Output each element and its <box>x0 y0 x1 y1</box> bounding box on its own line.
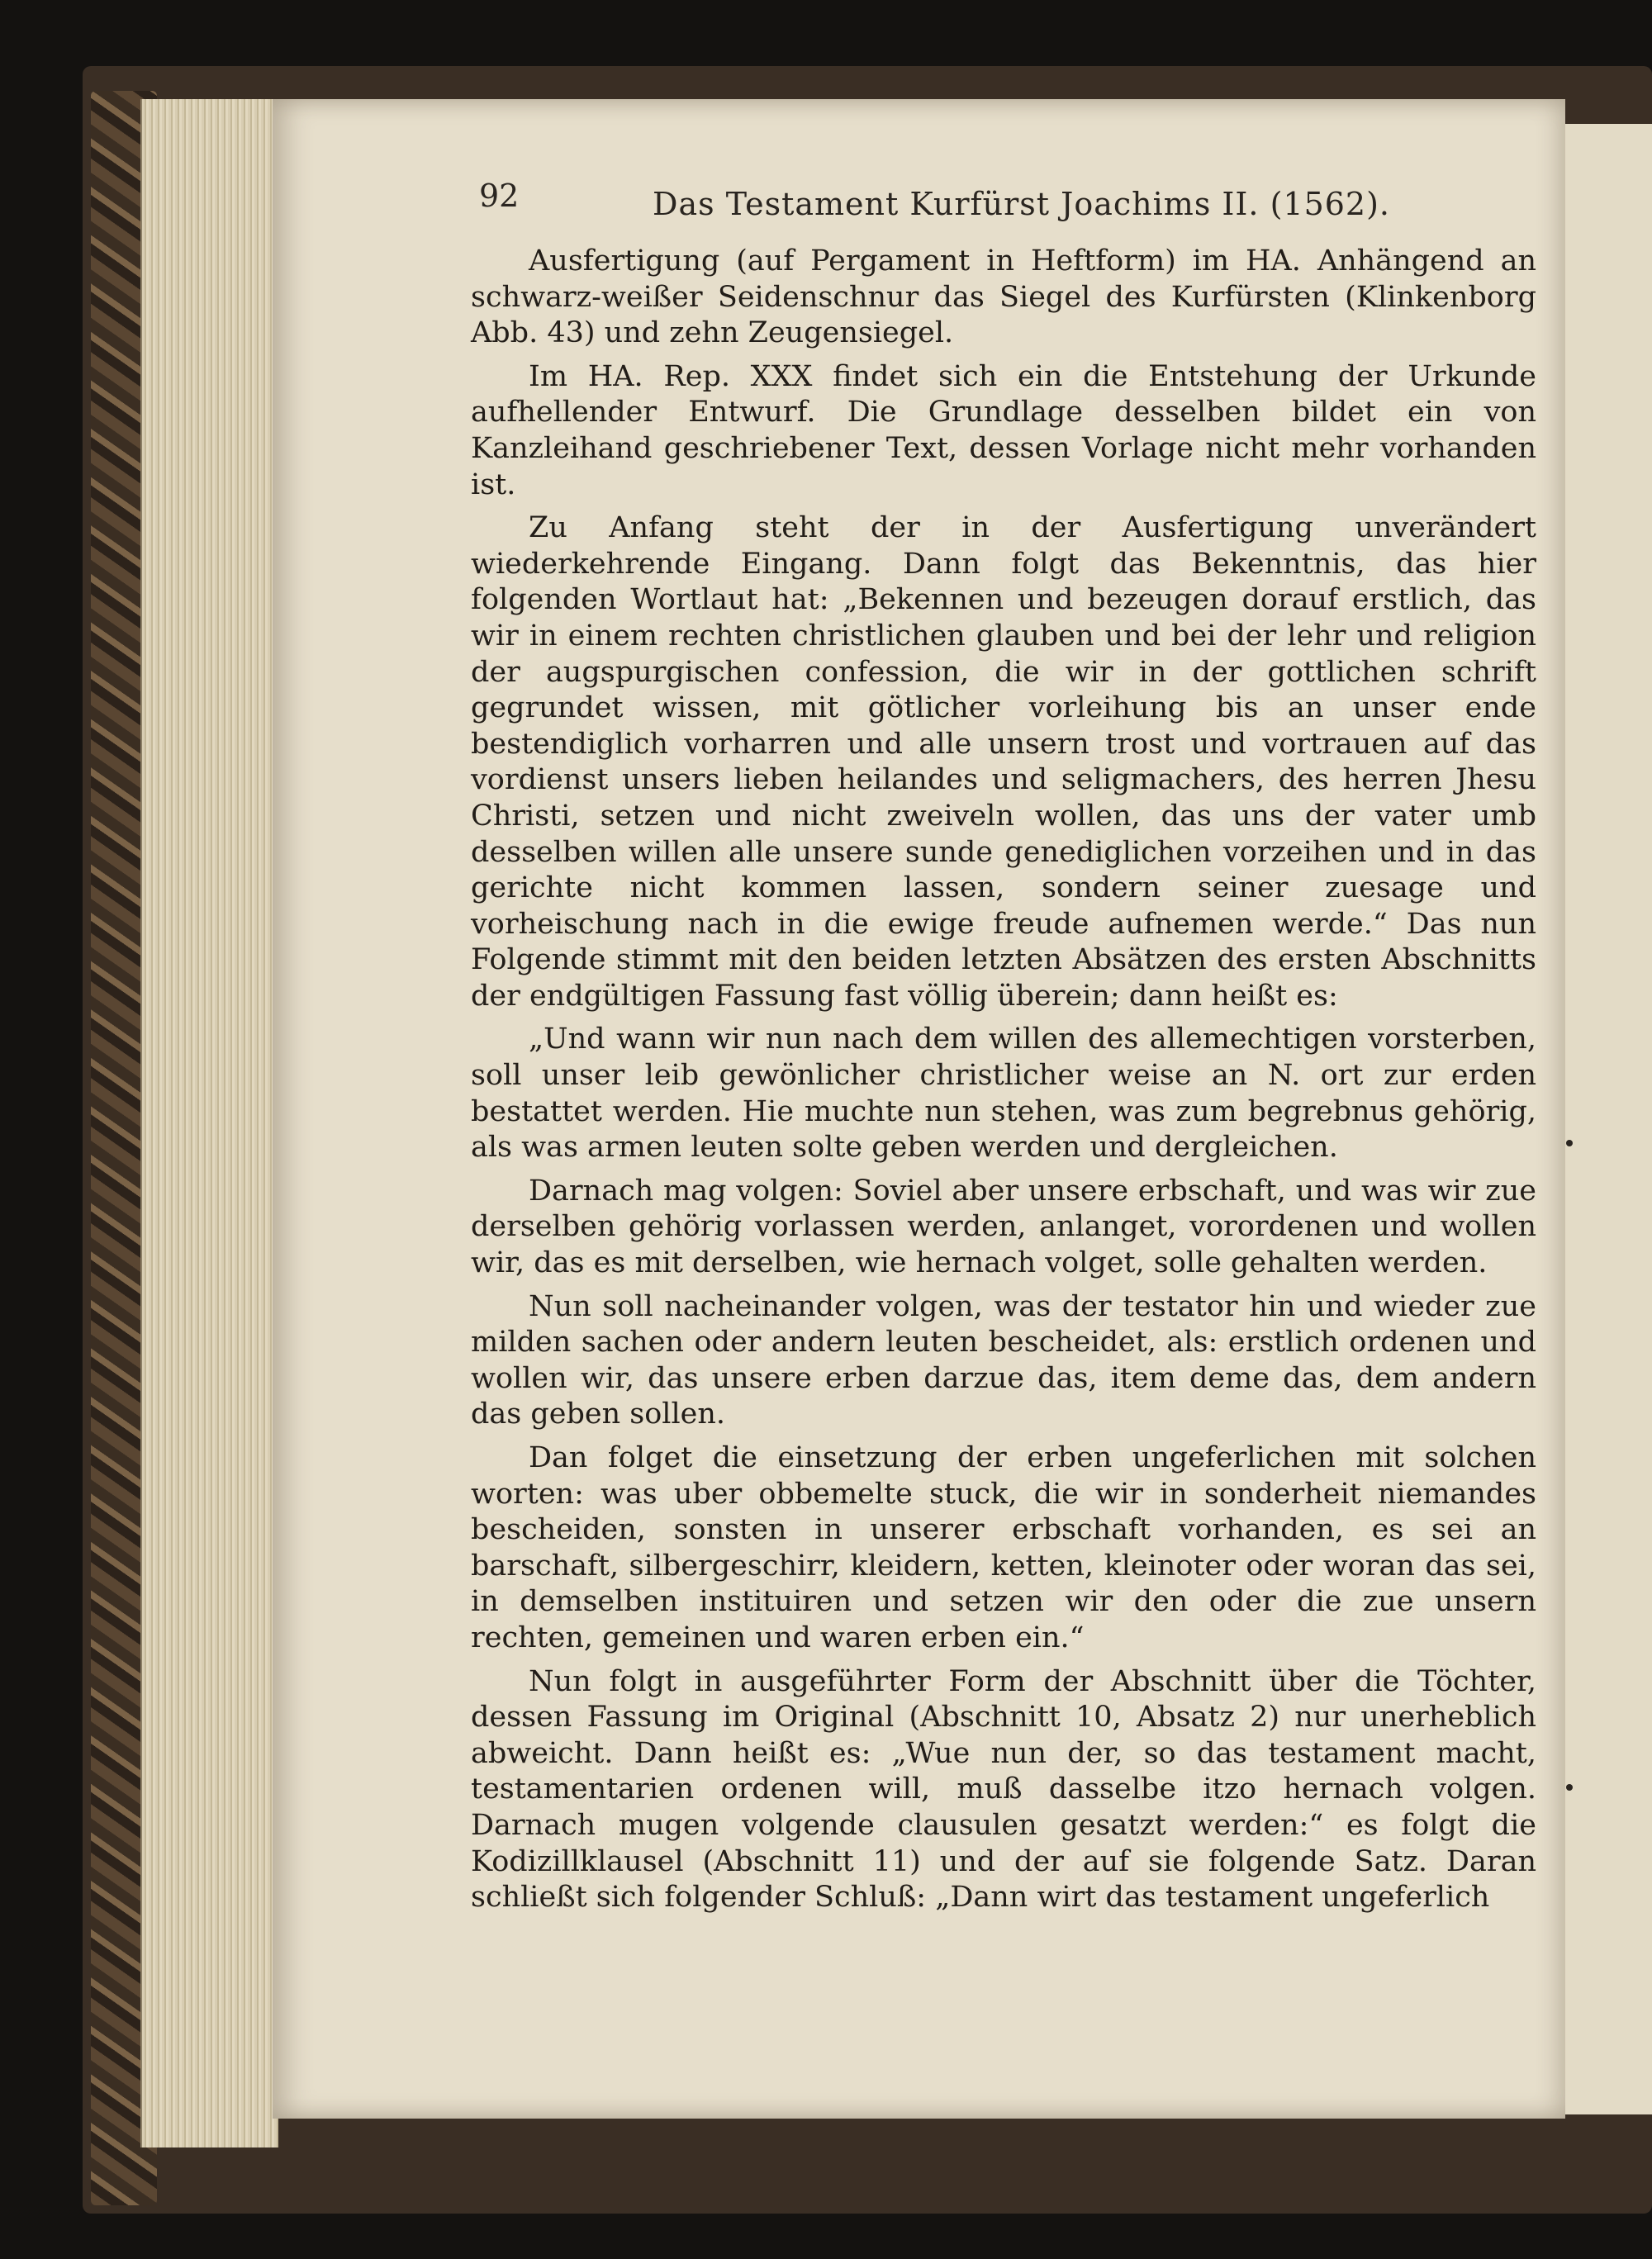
margin-speck <box>1566 1140 1573 1146</box>
paragraph: Zu Anfang steht der in der Ausfertigung unverändert wiederkehrende Eingang. Dann folgt das Bekenntnis, das hier folgenden Wortlaut hat: „Bekennen und bezeugen dorauf erstlich, das wir in einem rechten christlichen glauben und bei der lehr und religion der augspurgischen confession, die wir in der gottlichen schrift gegrundet wissen, mit götlicher vorleihung bis an unser ende bestendiglich vorharren und alle unsern trost und vortrauen auf das vordienst unsers lieben heilandes und seligmachers, des herren Jhesu Christi, setzen und nicht zweiveln wollen, das uns der vater umb desselben willen alle unsere sunde genediglichen vorzeihen und in das gerichte nicht kommen lassen, sondern seiner zuesage und vorheischung nach in die ewige freude aufnemen werde.“ Das nun Folgende stimmt mit den beiden letzten Absätzen des ersten Abschnitts der endgültigen Fassung fast völlig überein; dann heißt es: <box>471 511 1536 1013</box>
running-title: Das Testament Kurfürst Joachims II. (1562). <box>653 186 1391 222</box>
paragraph: Nun soll nacheinander volgen, was der testator hin und wieder zue milden sachen oder andern leuten bescheidet, als: erstlich ordenen und wollen wir, das unsere erben darzue das, item deme das, dem andern das geben sollen. <box>471 1289 1536 1431</box>
margin-speck <box>1566 1784 1573 1791</box>
paragraph: „Und wann wir nun nach dem willen des allemechtigen vorsterben, soll unser leib gewönlicher christlicher weise an N. ort zur erden bestattet werden. Hie muchte nun stehen, was zum begrebnus gehörig, als was armen leuten solte geben werden und dergleichen. <box>471 1023 1536 1165</box>
paragraph: Dan folget die einsetzung der erben ungeferlichen mit solchen worten: was uber obbemelte stuck, die wir in sonderheit niemandes bescheiden, sonsten in unserer erbschaft vorhanden, es sei an barschaft, silbergeschirr, kleidern, ketten, kleinoter oder woran das sei, in demselben instituiren und setzen wir den oder die zue unsern rechten, gemeinen und waren erben ein.“ <box>471 1441 1536 1654</box>
paragraph: Ausfertigung (auf Pergament in Heftform) im HA. Anhängend an schwarz-weißer Seidenschnur das Siegel des Kurfürsten (Klinkenborg Abb. 43) und zehn Zeugensiegel. <box>471 244 1536 350</box>
book-page <box>273 99 1565 2119</box>
page-edges <box>140 99 278 2147</box>
page-number: 92 <box>479 178 520 214</box>
paragraph: Nun folgt in ausgeführter Form der Abschnitt über die Töchter, dessen Fassung im Original (Abschnitt 10, Absatz 2) nur unerheblich abweicht. Dann heißt es: „Wue nun der, so das testament macht, testamentarien ordenen will, muß dasselbe itzo hernach volgen. Darnach mugen volgende clausulen gesatzt werden:“ es folgt die Kodizillklausel (Abschnitt 11) und der auf sie folgende Satz. Daran schließt sich folgender Schluß: „Dann wirt das testament ungeferlich <box>471 1664 1536 1915</box>
paragraph: Im HA. Rep. XXX findet sich ein die Entstehung der Urkunde aufhellender Entwurf. Die Grundlage desselben bildet ein von Kanzleihand geschriebener Text, dessen Vorlage nicht mehr vorhanden ist. <box>471 359 1536 501</box>
facing-page-edge <box>1561 124 1652 2114</box>
body-text <box>471 244 1536 1924</box>
page-header <box>479 178 1553 235</box>
paragraph: Darnach mag volgen: Soviel aber unsere erbschaft, und was wir zue derselben gehörig vorlassen werden, anlanget, vorordenen und wollen wir, das es mit derselben, wie hernach volget, solle gehalten werden. <box>471 1174 1536 1280</box>
